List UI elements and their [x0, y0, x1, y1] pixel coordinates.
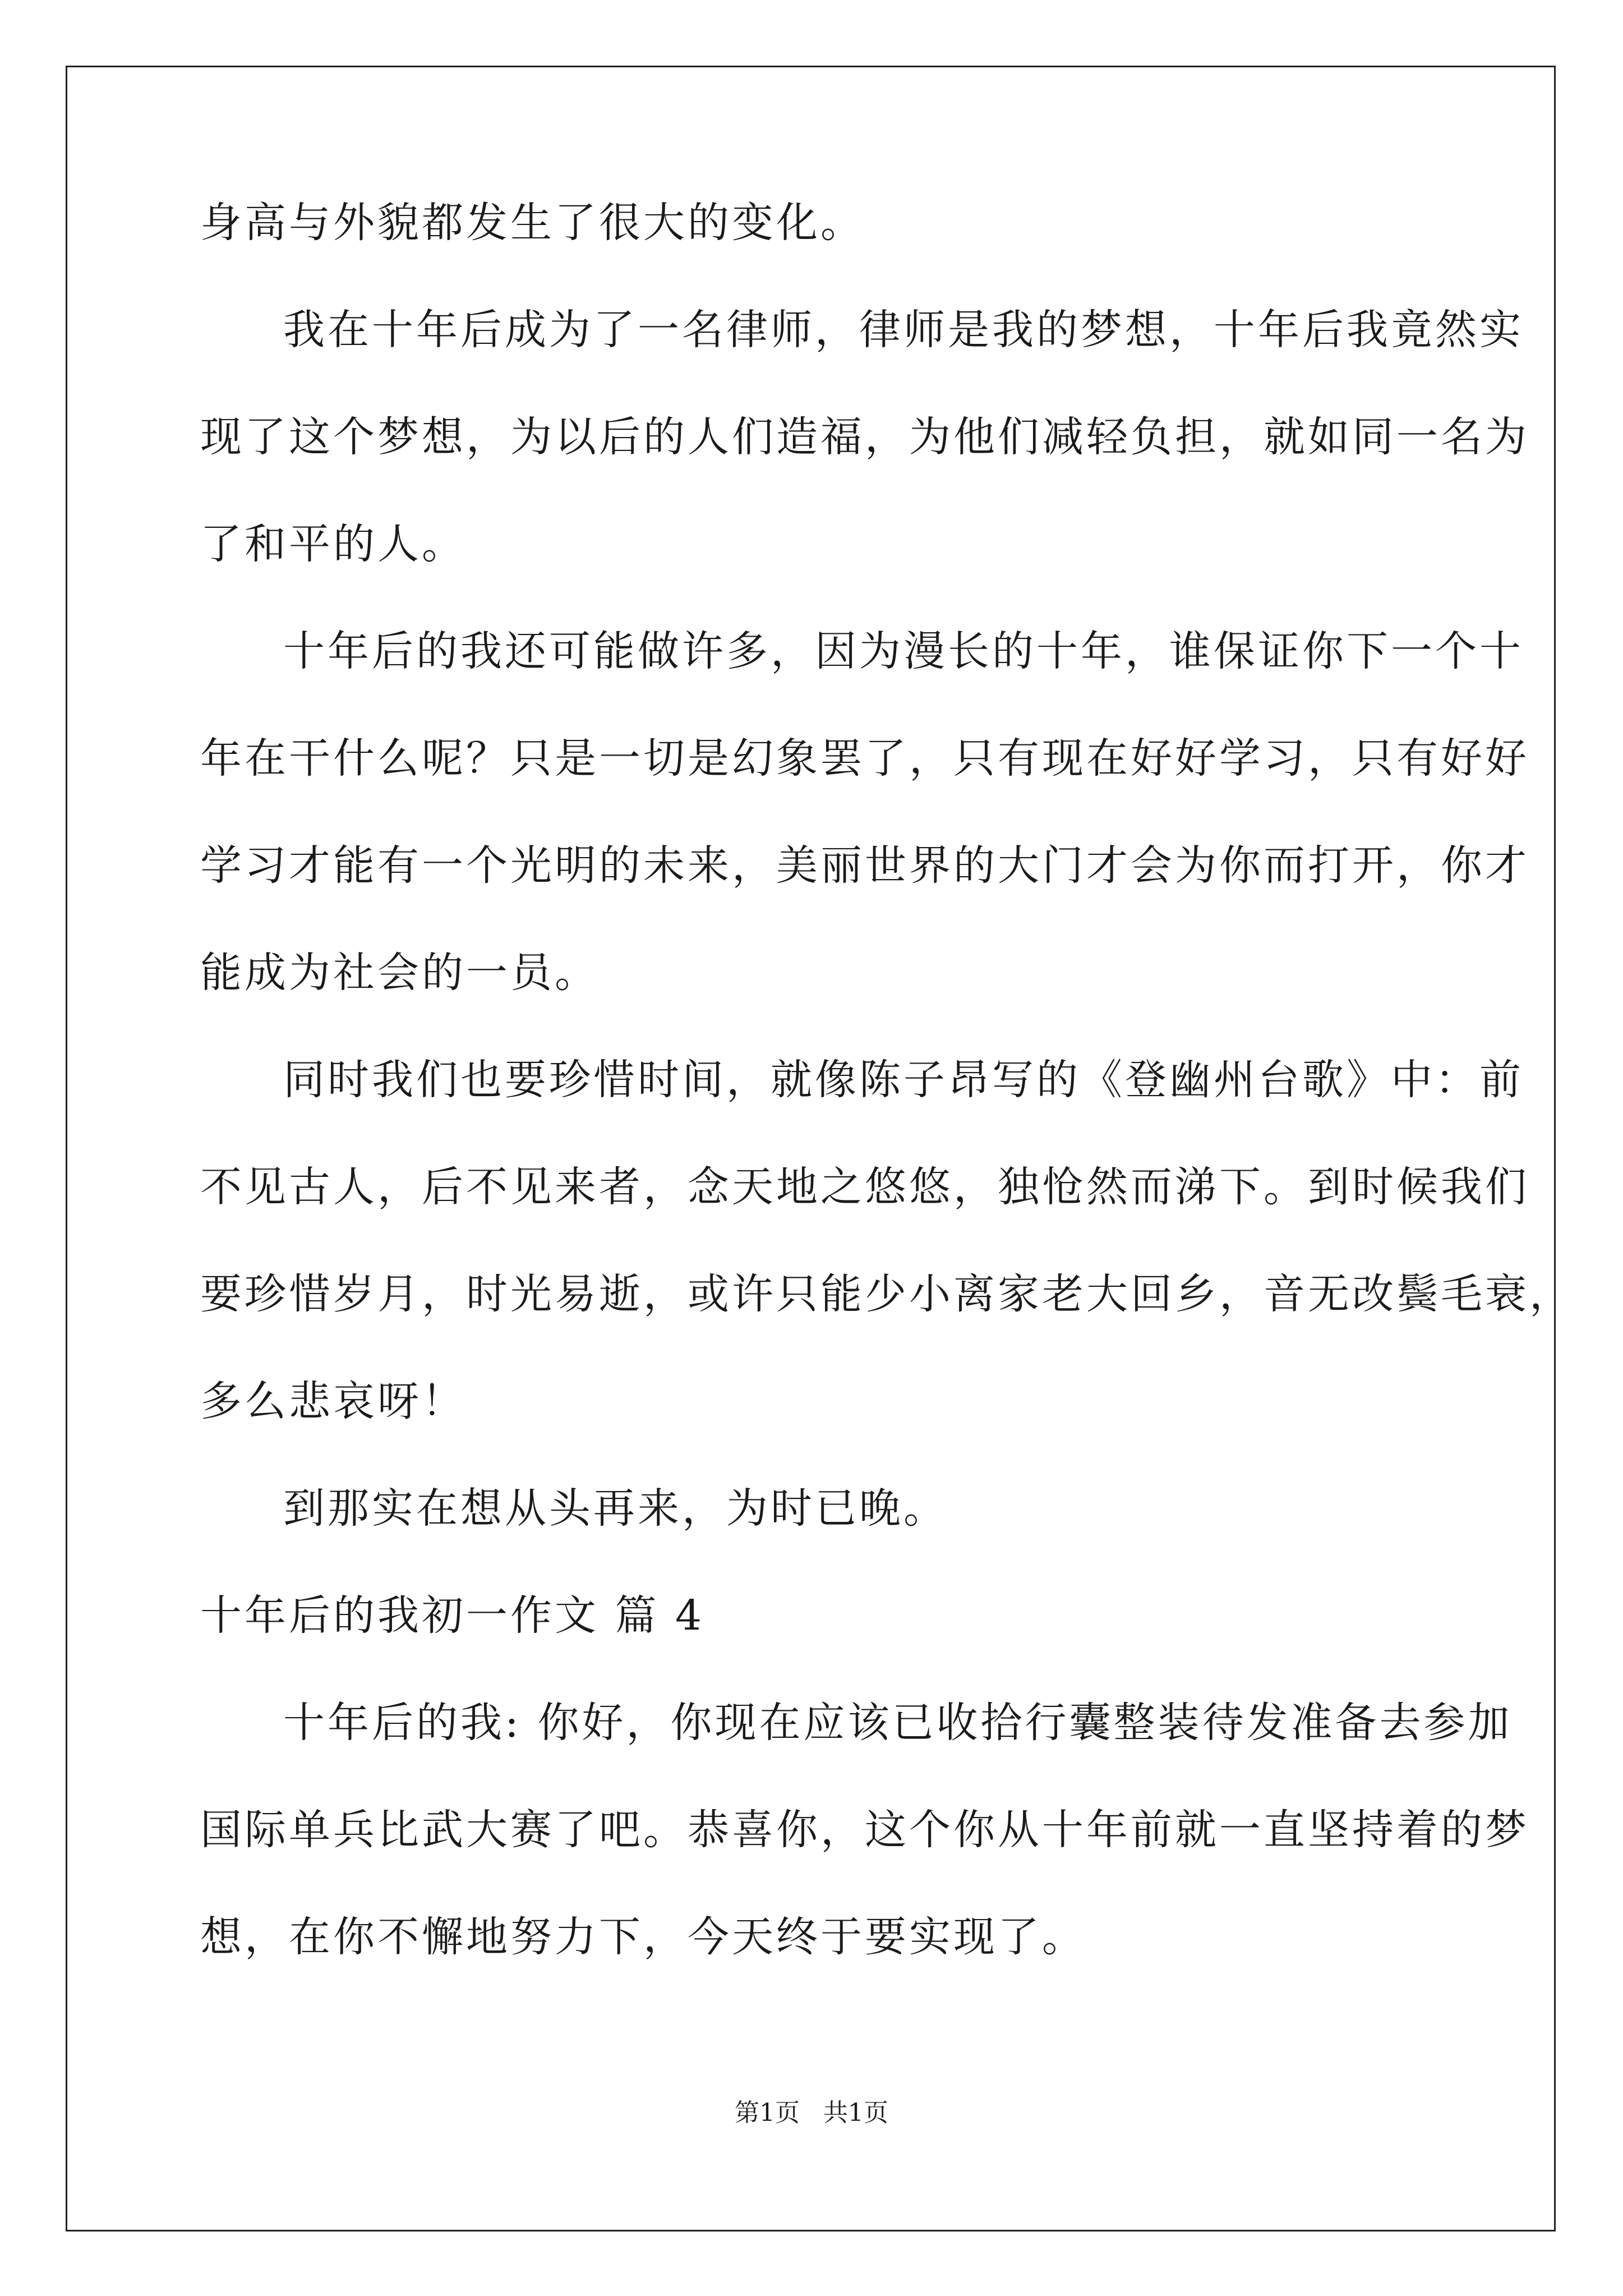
paragraph-line: 十年后的我还可能做许多，因为漫长的十年，谁保证你下一个十: [283, 627, 1524, 675]
paragraph-line: 到那实在想从头再来，为时已晚。: [283, 1484, 948, 1533]
page-border: [66, 66, 1556, 2231]
paragraph-line: 能成为社会的一员。: [200, 949, 599, 997]
paragraph-line: 多么悲哀呀！: [200, 1377, 466, 1425]
paragraph-line: 学习才能有一个光明的未来，美丽世界的大门才会为你而打开，你才: [200, 841, 1529, 890]
paragraph-line: 同时我们也要珍惜时间，就像陈子昂写的《登幽州台歌》中：前: [283, 1056, 1524, 1104]
paragraph-line: 十年后的我: 你好，你现在应该已收拾行囊整装待发准备去参加: [283, 1699, 1513, 1747]
paragraph-line: 了和平的人。: [200, 520, 466, 568]
paragraph-line: 身高与外貌都发生了很大的变化。: [200, 199, 865, 247]
section-heading: 十年后的我初一作文 篇 4: [200, 1591, 705, 1640]
page-number-footer: 第1页 共1页: [735, 2099, 888, 2127]
paragraph-line: 要珍惜岁月，时光易逝，或许只能少小离家老大回乡，音无改鬓毛衰，: [200, 1270, 1574, 1318]
paragraph-line: 国际单兵比武大赛了吧。恭喜你，这个你从十年前就一直坚持着的梦: [200, 1806, 1529, 1854]
paragraph-line: 我在十年后成为了一名律师，律师是我的梦想，十年后我竟然实: [283, 306, 1524, 354]
paragraph-line: 现了这个梦想，为以后的人们造福，为他们减轻负担，就如同一名为: [200, 413, 1529, 461]
paragraph-line: 年在干什么呢？只是一切是幻象罢了，只有现在好好学习，只有好好: [200, 734, 1529, 783]
paragraph-line: 想，在你不懈地努力下，今天终于要实现了。: [200, 1913, 1086, 1961]
paragraph-line: 不见古人，后不见来者，念天地之悠悠，独怆然而涕下。到时候我们: [200, 1163, 1529, 1211]
